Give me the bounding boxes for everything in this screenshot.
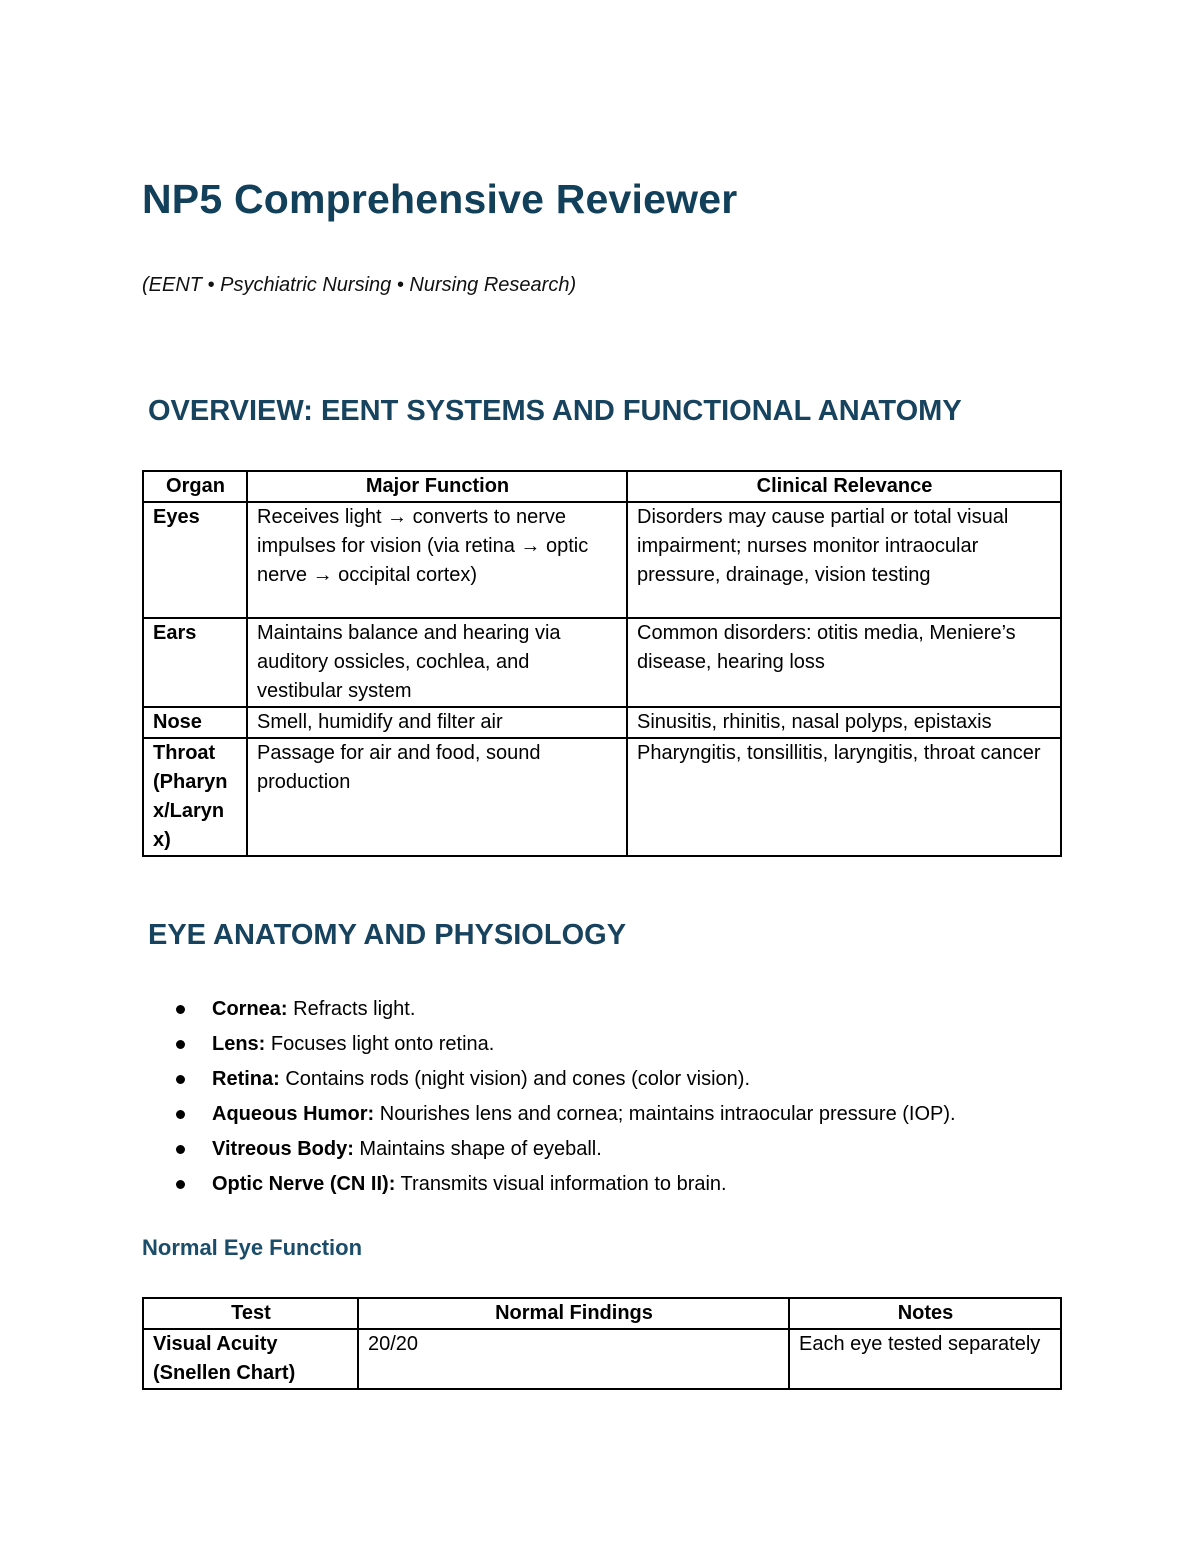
list-item [176, 1062, 956, 1097]
bullet-icon [176, 1005, 185, 1014]
relevance-cell: Pharyngitis, tonsillitis, laryngitis, throat cancer [627, 738, 1061, 856]
function-cell: Smell, humidify and filter air [247, 707, 627, 738]
list-item-term: Retina: [212, 1068, 280, 1090]
bullet-icon [176, 1110, 185, 1119]
findings-cell: 20/20 [358, 1329, 789, 1389]
list-item-term: Cornea: [212, 998, 288, 1020]
table-row [143, 618, 1061, 707]
notes-cell: Each eye tested separately [789, 1329, 1061, 1389]
normal-eye-function-heading: Normal Eye Function [142, 1235, 363, 1260]
list-item-term: Aqueous Humor: [212, 1103, 375, 1125]
list-item-description: Maintains shape of eyeball. [353, 1138, 602, 1160]
table-row [143, 738, 1061, 856]
document-title: NP5 Comprehensive Reviewer [142, 176, 738, 222]
document-subtitle: (EENT • Psychiatric Nursing • Nursing Research) [142, 274, 577, 296]
list-item-description: Focuses light onto retina. [265, 1033, 495, 1055]
function-cell: Passage for air and food, sound production [247, 738, 627, 856]
column-header-major-function: Major Function [247, 471, 627, 502]
bullet-icon [176, 1145, 185, 1154]
organ-cell: Throat (Pharynx/Larynx) [143, 738, 247, 856]
table-row [143, 707, 1061, 738]
table-row [143, 502, 1061, 618]
eye-anatomy-list [176, 992, 956, 1202]
table-header-row [143, 1298, 1061, 1329]
column-header-test: Test [143, 1298, 358, 1329]
column-header-organ: Organ [143, 471, 247, 502]
list-item [176, 1027, 956, 1062]
list-item [176, 1167, 956, 1202]
bullet-icon [176, 1040, 185, 1049]
list-item-term: Vitreous Body: [212, 1138, 354, 1160]
list-item-term: Lens: [212, 1033, 266, 1055]
column-header-normal-findings: Normal Findings [358, 1298, 789, 1329]
table-row [143, 1329, 1061, 1389]
normal-eye-function-table [142, 1297, 1062, 1390]
bullet-icon [176, 1180, 185, 1189]
relevance-cell: Disorders may cause partial or total visual impairment; nurses monitor intraocular pressure, drainage, vision testing [627, 502, 1061, 618]
relevance-cell: Common disorders: otitis media, Meniere’s disease, hearing loss [627, 618, 1061, 707]
list-item [176, 1132, 956, 1167]
list-item-description: Contains rods (night vision) and cones (color vision). [279, 1068, 751, 1090]
relevance-cell: Sinusitis, rhinitis, nasal polyps, epistaxis [627, 707, 1061, 738]
bullet-icon [176, 1075, 185, 1084]
list-item-description: Refracts light. [287, 998, 416, 1020]
list-item [176, 1097, 956, 1132]
column-header-notes: Notes [789, 1298, 1061, 1329]
organ-cell: Ears [143, 618, 247, 707]
function-cell: Maintains balance and hearing via auditory ossicles, cochlea, and vestibular system [247, 618, 627, 707]
table-header-row [143, 471, 1061, 502]
eent-overview-table [142, 470, 1062, 857]
list-item-description: Nourishes lens and cornea; maintains intraocular pressure (IOP). [374, 1103, 956, 1125]
function-cell: Receives light → converts to nerve impulses for vision (via retina → optic nerve → occipital cortex) [247, 502, 627, 618]
overview-heading: OVERVIEW: EENT SYSTEMS AND FUNCTIONAL ANATOMY [148, 395, 962, 427]
eye-anatomy-heading: EYE ANATOMY AND PHYSIOLOGY [148, 919, 627, 951]
organ-cell: Nose [143, 707, 247, 738]
list-item-term: Optic Nerve (CN II): [212, 1173, 396, 1195]
list-item-description: Transmits visual information to brain. [395, 1173, 727, 1195]
column-header-clinical-relevance: Clinical Relevance [627, 471, 1061, 502]
list-item [176, 992, 956, 1027]
test-cell: Visual Acuity (Snellen Chart) [143, 1329, 358, 1389]
organ-cell: Eyes [143, 502, 247, 618]
